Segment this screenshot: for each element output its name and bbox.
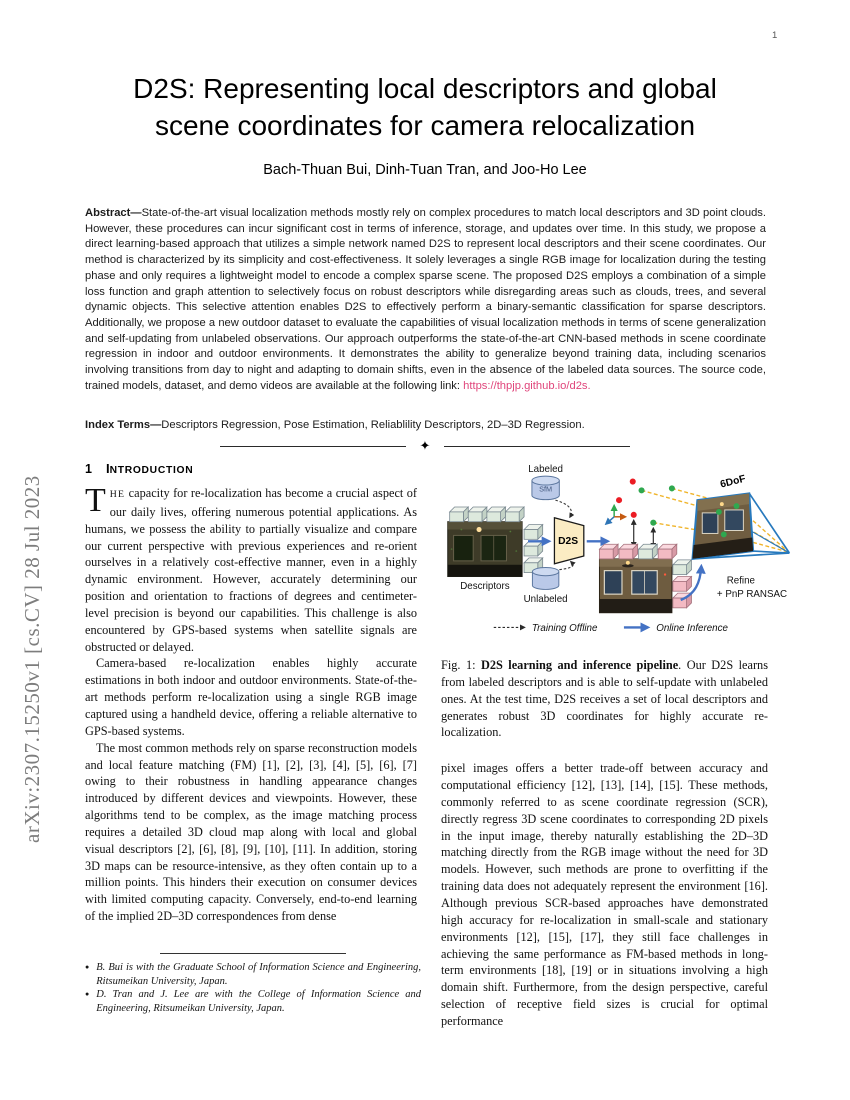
pnp-ransac-label: + PnP RANSAC (716, 589, 788, 601)
intro-paragraph-2: Camera-based re-localization enables highly accurate estimations in both indoor and outdoor environments. State-of-the-art methods perform re-localization using a single RGB image captured using a handheld device, offering a reliable alternative to GPS-based systems. (85, 656, 417, 738)
abstract-dash: — (130, 207, 142, 219)
figure-1 (441, 461, 788, 647)
red-point (616, 497, 622, 503)
caption-bold: D2S learning and inference pipeline (480, 658, 679, 672)
unlabeled-database-icon (532, 568, 558, 590)
index-terms-text: Descriptors Regression, Pose Estimation, Reliablility Descriptors, 2D–3D Regression. (161, 419, 585, 431)
green-point (669, 485, 675, 491)
legend-inference-label: Online Inference (656, 622, 728, 634)
caption-rest: . Our D2S learns from labeled descriptors and is able to self-update with unlabeled ones. At the test time, D2S receives a set of local descriptors and generates robust 3D coordinates for highly accurate re-localization. (441, 658, 768, 740)
footnote-text-2: D. Tran and J. Lee are with the College of Information Science and Engineering, Ritsumeikan University, Japan. (96, 989, 421, 1014)
sfm-label: SfM (539, 484, 553, 494)
separator-line-right (444, 446, 630, 447)
footnote-rule (160, 953, 346, 954)
two-column-body (85, 459, 788, 1030)
paper-title-line2: scene coordinates for camera relocalization (154, 110, 696, 141)
abstract (85, 206, 766, 394)
camera-frustum (692, 493, 789, 559)
paper-authors: Bach-Thuan Bui, Dinh-Tuan Tran, and Joo-Ho Lee (263, 162, 587, 178)
d2s-label: D2S (558, 536, 579, 548)
index-terms-dash: — (150, 419, 162, 431)
caption-prefix: Fig. 1: (441, 658, 481, 672)
footnote-item (85, 988, 421, 1015)
section-title-rest: NTRODUCTION (109, 465, 194, 476)
right-column (441, 459, 788, 1030)
descriptors-label: Descriptors (460, 581, 510, 593)
abstract-text: State-of-the-art visual localization methods mostly rely on complex procedures to match local descriptors and 3D point clouds. However, these procedures can incur significant cost in terms of inference, storage, and updates over time. In this study, we propose a direct learning-based approach that utilizes a simple network named D2S to represent local descriptors and their scene coordinates. Our method is characterized by its simplicity and cost-effectiveness. It solely leverages a single RGB image for localization during the testing phase and only requires a lightweight model to encode a complex sparse scene. The proposed D2S employs a combination of a simple loss function and graph attention to selectively focus on robust descriptors while disregarding areas such as clouds, trees, and several dynamic objects. This selective attention enables D2S to effectively perform a binary-semantic classification for sparse descriptors. Additionally, we propose a new outdoor dataset to evaluate the capabilities of visual localization methods in terms of scene generalization and self-updating from unlabeled observations. Our approach outperforms the state-of-the-art CNN-based methods in scene coordinate regression in indoor and outdoor environments. It demonstrates the ability to generalize beyond training data, including scenarios involving transitions from day to night and adapting to domain shifts, even in the absence of the labeled data sources. The source code, trained models, dataset, and demo videos are available at the following link: (85, 207, 766, 392)
refine-label: Refine (726, 575, 755, 587)
legend-training-label: Training Offline (531, 622, 598, 634)
diamond-icon: ✦ (419, 438, 431, 453)
labeled-label: Labeled (528, 463, 564, 475)
page-number: 1 (772, 30, 778, 41)
section-number: 1 (85, 462, 92, 476)
green-point (639, 487, 645, 493)
sfm-database-icon (532, 476, 559, 499)
figure-legend (494, 623, 729, 634)
separator-line-left (220, 446, 406, 447)
figure-1-caption (441, 657, 768, 741)
footnote-item (85, 961, 421, 988)
red-point (630, 479, 636, 485)
bullet-icon: ● (85, 963, 90, 971)
smallcaps-he: HE (109, 489, 126, 500)
arxiv-sidebar-label: arXiv:2307.15250v1 [cs.CV] 28 Jul 2023 (20, 475, 44, 843)
xyz-axes-icon (606, 506, 625, 524)
author-footnotes (85, 953, 421, 1015)
drop-cap: T (85, 482, 106, 519)
index-terms-label: Index Terms (85, 419, 151, 431)
section-title-initial: I (105, 461, 110, 476)
intro-paragraph-3: The most common methods rely on sparse reconstruction models and local feature matching (FM) [1], [2], [3], [4], [5], [6], [7] owing to their robustness in handling appearance changes introduced by different devices and viewpoints. However, these algorithms tend to be complex, as the image matching process requires a detailed 3D cloud map along with local and global visual descriptors [2], [6], [8], [9], [10], [11]. In addition, storing 3D maps can be resource-intensive, as they often contain up to a million points. This hinders their execution on consumer devices with limited computing capacity. Conversely, end-to-end learning of the implied 2D–3D correspondences from dense (85, 740, 417, 924)
intro-paragraph-1-text: capacity for re-localization has become a crucial aspect of our daily lives, offering numerous potential applications. As humans, we possess the ability to partially visualize and compare our current perspective with previous experiences and re-orient ourselves in a relatively cost-effective manner, even in a highly dynamic environment. However, accurately determining our position and orientation to fractions of degrees and centimeter-level precision is beyond our capabilities. This challenge is also encountered by GPS-based systems when satellite signals are obstructed or delayed. (85, 486, 417, 654)
descriptors-image (448, 522, 522, 577)
right-column-paragraph-1: pixel images offers a better trade-off between accuracy and computational efficiency [12], [13], [14], [15]. These methods, commonly referred to as scene coordinate regression (SCR), directly regress 3D scene coordinates to corresponding 2D pixels in the input image, thereby naturally establishing the 2D–3D matching directly from the RGB image without the need for 3D models. However, such methods are prone to overfitting if the training data does not adequately represent the environment [16]. Although previous SCR-based approaches have demonstrated high accuracy for re-localization in small-scale and stationary environments [12], [15], [17], they still face challenges in achieving the same performance as FM-based methods in long-term environments [18], [19] or in situations involving a high domain shift. Furthermore, from the design perspective, careful selection of receptive field sizes is crucial for optimal performance (441, 761, 768, 1028)
footnote-text-1: B. Bui is with the Graduate School of Information Science and Engineering, Ritsumeikan University, Japan. (96, 962, 421, 987)
section-separator (0, 438, 850, 453)
left-column (85, 459, 417, 1030)
sixdof-label: 6DoF (719, 473, 747, 491)
unlabeled-label: Unlabeled (523, 593, 568, 605)
section-heading-introduction (85, 461, 417, 476)
abstract-label: Abstract (85, 207, 131, 219)
bullet-icon: ● (85, 990, 90, 999)
link-period: . (587, 379, 591, 392)
query-image (599, 559, 671, 613)
index-terms (85, 419, 766, 431)
figure-1-diagram (439, 461, 803, 647)
green-point (650, 520, 656, 526)
project-link[interactable]: https://thpjp.github.io/d2s (463, 379, 588, 392)
red-point (631, 512, 637, 518)
paper-title (0, 70, 850, 144)
paper-title-line1: D2S: Representing local descriptors and global (133, 73, 717, 104)
intro-paragraph-1 (85, 482, 417, 655)
